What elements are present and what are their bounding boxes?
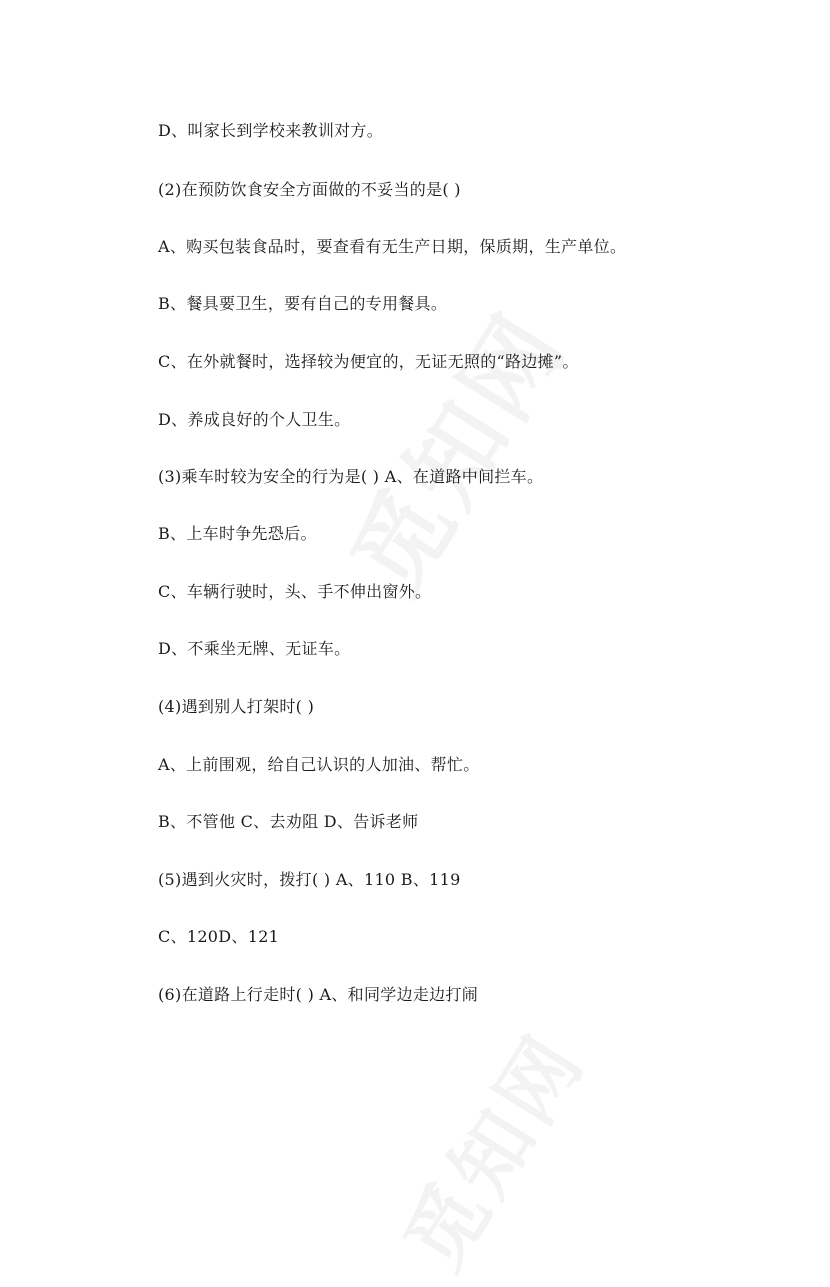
- text-line: A、上前围观，给自己认识的人加油、帮忙。: [158, 755, 480, 774]
- text-line: D、养成良好的个人卫生。: [158, 410, 351, 429]
- text-line: B、餐具要卫生，要有自己的专用餐具。: [158, 294, 448, 313]
- text-line: A、购买包装食品时，要查看有无生产日期，保质期，生产单位。: [158, 237, 627, 256]
- text-line: C、在外就餐时，选择较为便宜的，无证无照的“路边摊”。: [158, 352, 579, 371]
- text-line: D、不乘坐无牌、无证车。: [158, 639, 351, 658]
- text-line: C、120D、121: [158, 927, 280, 946]
- text-line: B、不管他 C、去劝阻 D、告诉老师: [158, 812, 419, 831]
- text-line: C、车辆行驶时，头、手不伸出窗外。: [158, 582, 432, 601]
- question-2: (2)在预防饮食安全方面做的不妥当的是( ): [158, 180, 461, 199]
- question-3: (3)乘车时较为安全的行为是( ) A、在道路中间拦车。: [158, 467, 544, 486]
- watermark: [314, 282, 592, 614]
- question-6: (6)在道路上行走时( ) A、和同学边走边打闹: [158, 985, 479, 1004]
- text-line: B、上车时争先恐后。: [158, 524, 317, 543]
- watermark: [372, 1008, 606, 1287]
- text-line: D、叫家长到学校来教训对方。: [158, 121, 384, 140]
- question-5: (5)遇到火灾时，拨打( ) A、110 B、119: [158, 870, 461, 889]
- question-4: (4)遇到别人打架时( ): [158, 697, 315, 716]
